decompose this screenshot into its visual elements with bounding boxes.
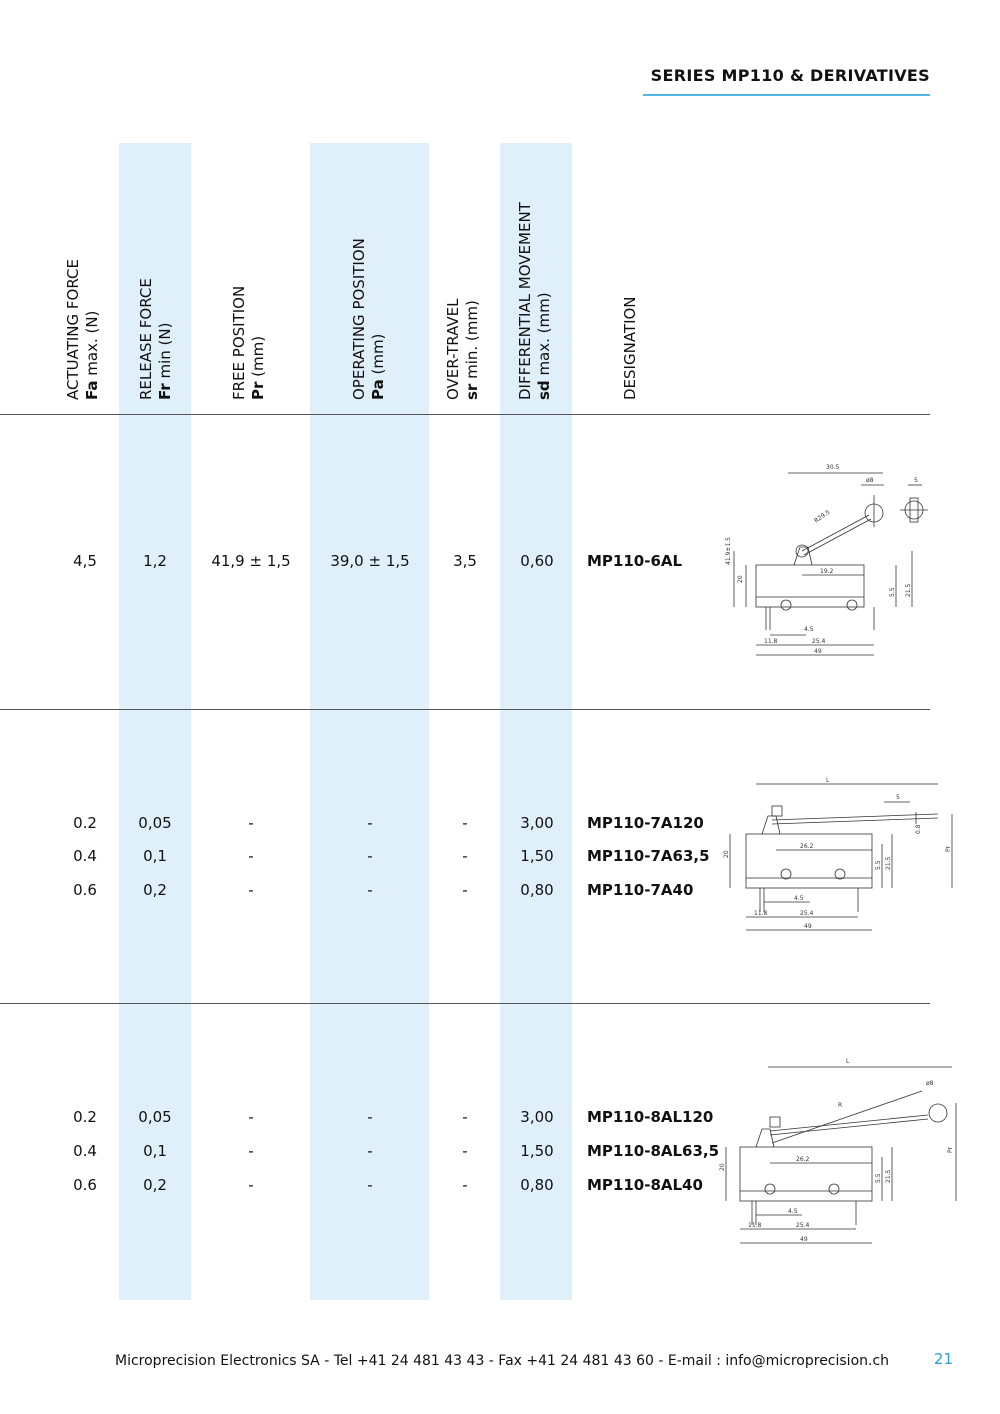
dim-label: 5.5 — [889, 587, 896, 597]
cell-pa: - — [367, 881, 373, 899]
dim-label: 20 — [723, 850, 730, 858]
cell-fa: 0.6 — [73, 881, 97, 899]
dim-label: R29.5 — [813, 508, 832, 525]
header-unit: max. (N) — [83, 310, 101, 381]
cell-fr: 0,05 — [138, 814, 172, 832]
header-unit: (mm) — [369, 333, 387, 380]
cell-pa: - — [367, 814, 373, 832]
row-divider — [0, 414, 930, 415]
cell-fr: 0,1 — [143, 847, 167, 865]
dim-label: 21.5 — [905, 583, 912, 597]
header-abbr: Fr — [156, 383, 174, 400]
cell-sr: - — [462, 1108, 468, 1126]
dim-label: 21.5 — [885, 856, 892, 870]
header-line: OVER-TRAVEL — [444, 298, 462, 400]
cell-designation: MP110-7A120 — [587, 814, 704, 832]
dim-label: 25.4 — [800, 910, 814, 917]
header-abbr: Pr — [249, 381, 267, 400]
series-title: SERIES MP110 & DERIVATIVES — [650, 66, 930, 85]
cell-fa: 0.4 — [73, 1142, 97, 1160]
cell-fr: 0,2 — [143, 1176, 167, 1194]
header-abbr: sd — [535, 380, 553, 400]
dim-label: 20 — [719, 1163, 726, 1171]
dim-label: 26.2 — [800, 843, 814, 850]
dim-label: L — [826, 777, 830, 784]
dim-label: ø8 — [866, 477, 874, 484]
cell-sd: 3,00 — [520, 1108, 554, 1126]
header-line: DESIGNATION — [621, 296, 639, 400]
header-differential-movement — [516, 202, 554, 400]
row-divider — [0, 1003, 930, 1004]
cell-designation: MP110-8AL40 — [587, 1176, 703, 1194]
dim-label: 49 — [814, 648, 822, 655]
cell-fa: 0.4 — [73, 847, 97, 865]
dim-label: 26.2 — [796, 1156, 810, 1163]
dim-label: 41.9±1.5 — [725, 537, 732, 565]
cell-sr: - — [462, 814, 468, 832]
header-designation — [621, 296, 640, 400]
dim-label: 30.5 — [826, 464, 840, 471]
cell-designation: MP110-7A40 — [587, 881, 694, 899]
cell-sd: 3,00 — [520, 814, 554, 832]
header-sub — [156, 278, 175, 400]
header-abbr: Pa — [369, 379, 387, 400]
header-line: ACTUATING FORCE — [64, 259, 82, 400]
dim-label: Pr — [947, 1147, 954, 1153]
dim-label: 11.8 — [754, 910, 768, 917]
technical-drawing-7a — [716, 772, 966, 937]
header-line: RELEASE FORCE — [137, 278, 155, 400]
dim-label: 5 — [896, 794, 900, 801]
dim-label: 11.8 — [748, 1222, 762, 1229]
cell-fa: 4,5 — [73, 552, 97, 570]
header-unit: min (N) — [156, 322, 174, 384]
cell-sd: 0,80 — [520, 881, 554, 899]
header-sub — [83, 259, 102, 400]
technical-drawing-6al — [716, 455, 946, 665]
dim-label: 19.2 — [820, 568, 834, 575]
header-abbr: Fa — [83, 380, 101, 400]
dim-label: 25.4 — [812, 638, 826, 645]
header-free-position — [230, 286, 268, 400]
cell-pr: - — [248, 1142, 254, 1160]
dim-label: 20 — [737, 575, 744, 583]
row-divider — [0, 709, 930, 710]
header-sub — [249, 286, 268, 400]
cell-fr: 0,1 — [143, 1142, 167, 1160]
dim-label: 49 — [800, 1236, 808, 1243]
technical-drawing-8al — [716, 1053, 966, 1248]
cell-fa: 0.2 — [73, 1108, 97, 1126]
header-line: FREE POSITION — [230, 285, 248, 400]
cell-pr: 41,9 ± 1,5 — [211, 552, 291, 570]
cell-fa: 0.6 — [73, 1176, 97, 1194]
dim-label: 49 — [804, 923, 812, 930]
cell-sr: 3,5 — [453, 552, 477, 570]
dim-label: 4.5 — [794, 895, 804, 902]
cell-sd: 0,80 — [520, 1176, 554, 1194]
cell-designation: MP110-8AL120 — [587, 1108, 714, 1126]
cell-pa: - — [367, 1142, 373, 1160]
dim-label: 4.5 — [788, 1208, 798, 1215]
footer-contact: Microprecision Electronics SA - Tel +41 24 481 43 43 - Fax +41 24 481 43 60 - E-mail : info@microprecision.ch — [115, 1353, 890, 1369]
cell-sr: - — [462, 847, 468, 865]
header-unit: min. (mm) — [463, 300, 481, 384]
cell-fr: 0,2 — [143, 881, 167, 899]
cell-sr: - — [462, 1142, 468, 1160]
header-sub — [463, 298, 482, 400]
dim-label: L — [846, 1058, 850, 1065]
dim-label: 0.8 — [915, 824, 922, 834]
header-sub — [369, 238, 388, 400]
page-number: 21 — [933, 1350, 953, 1368]
cell-fr: 0,05 — [138, 1108, 172, 1126]
cell-sd: 1,50 — [520, 1142, 554, 1160]
dim-label: 21.5 — [885, 1169, 892, 1183]
header-release-force — [137, 278, 175, 400]
series-title-rule — [643, 94, 930, 96]
cell-pr: - — [248, 1108, 254, 1126]
cell-designation: MP110-8AL63,5 — [587, 1142, 720, 1160]
cell-fa: 0.2 — [73, 814, 97, 832]
cell-pa: - — [367, 847, 373, 865]
dim-label: 25.4 — [796, 1222, 810, 1229]
header-line: DIFFERENTIAL MOVEMENT — [516, 202, 534, 400]
header-unit: (mm) — [249, 335, 267, 382]
dim-label: 11.8 — [764, 638, 778, 645]
cell-sd: 1,50 — [520, 847, 554, 865]
dim-label: 4.5 — [804, 626, 814, 633]
dim-label: R — [838, 1102, 843, 1109]
dim-label: 5.5 — [875, 1173, 882, 1183]
dim-label: 5 — [914, 477, 918, 484]
dim-label: Pr — [945, 846, 952, 852]
header-sub — [535, 202, 554, 400]
cell-pr: - — [248, 847, 254, 865]
cell-sr: - — [462, 1176, 468, 1194]
cell-pa: - — [367, 1176, 373, 1194]
cell-pr: - — [248, 1176, 254, 1194]
dim-label: ø8 — [926, 1080, 934, 1087]
cell-pa: 39,0 ± 1,5 — [330, 552, 410, 570]
cell-pa: - — [367, 1108, 373, 1126]
header-over-travel — [444, 298, 482, 400]
dim-label: 5.5 — [875, 860, 882, 870]
header-unit: max. (mm) — [535, 292, 553, 381]
header-operating-position — [350, 238, 388, 400]
cell-fr: 1,2 — [143, 552, 167, 570]
cell-sr: - — [462, 881, 468, 899]
header-abbr: sr — [463, 383, 481, 400]
cell-designation: MP110-7A63,5 — [587, 847, 710, 865]
header-line: OPERATING POSITION — [350, 238, 368, 400]
cell-pr: - — [248, 814, 254, 832]
cell-pr: - — [248, 881, 254, 899]
header-actuating-force — [64, 259, 102, 400]
cell-designation: MP110-6AL — [587, 552, 683, 570]
cell-sd: 0,60 — [520, 552, 554, 570]
